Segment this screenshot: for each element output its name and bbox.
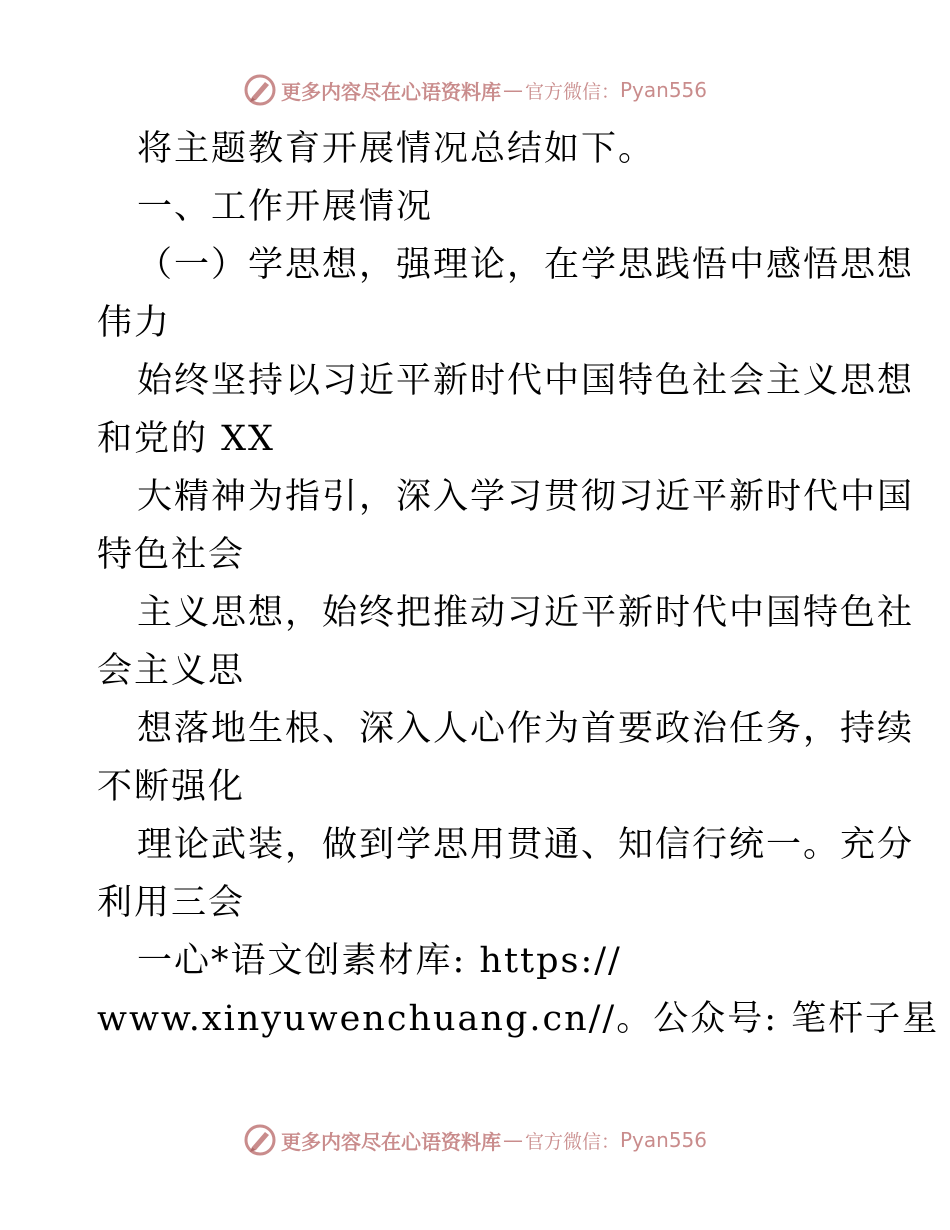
text-line: 将主题教育开展情况总结如下。 <box>137 129 656 169</box>
watermark-site-text: 更多内容尽在心语资料库 <box>280 1129 501 1154</box>
text-line: 特色社会 <box>97 535 246 575</box>
watermark-account: Pyan556 <box>620 78 708 102</box>
text-line: 会主义思 <box>97 651 246 691</box>
subsection-heading-cont: 伟力 <box>97 303 172 343</box>
subsection-heading: （一）学思想，强理论，在学思践悟中感悟思想 <box>137 245 915 285</box>
text-line: 想落地生根、深入人心作为首要政治任务，持续 <box>137 709 915 749</box>
text-line: 不断强化 <box>97 767 246 807</box>
url-line: www.xinyuwenchuang.cn//。公众号: 笔杆子星 <box>97 999 940 1039</box>
text-line: 主义思想，始终把推动习近平新时代中国特色社 <box>137 593 915 633</box>
watermark-wechat-label: 官方微信： <box>524 1130 620 1153</box>
text-line: 始终坚持以习近平新时代中国特色社会主义思想 <box>137 361 915 401</box>
watermark-separator: — <box>502 78 523 102</box>
watermark-banner-bottom <box>0 1120 950 1160</box>
pen-logo-icon <box>243 73 277 107</box>
watermark-separator: — <box>502 1128 523 1152</box>
text-line: 理论武装，做到学思用贯通、知信行统一。充分 <box>137 825 915 865</box>
text-line: 利用三会 <box>97 883 246 923</box>
watermark-site-text: 更多内容尽在心语资料库 <box>280 79 501 104</box>
watermark-banner-top <box>0 70 950 110</box>
section-heading: 一、工作开展情况 <box>137 187 434 227</box>
document-body <box>97 120 940 1048</box>
watermark-wechat-label: 官方微信： <box>524 80 620 103</box>
text-line: 大精神为指引，深入学习贯彻习近平新时代中国 <box>137 477 915 517</box>
text-line: 和党的 XX <box>97 419 275 459</box>
text-line: 一心*语文创素材库: https:// <box>137 941 622 981</box>
watermark-account: Pyan556 <box>620 1128 708 1152</box>
pen-logo-icon <box>243 1123 277 1157</box>
